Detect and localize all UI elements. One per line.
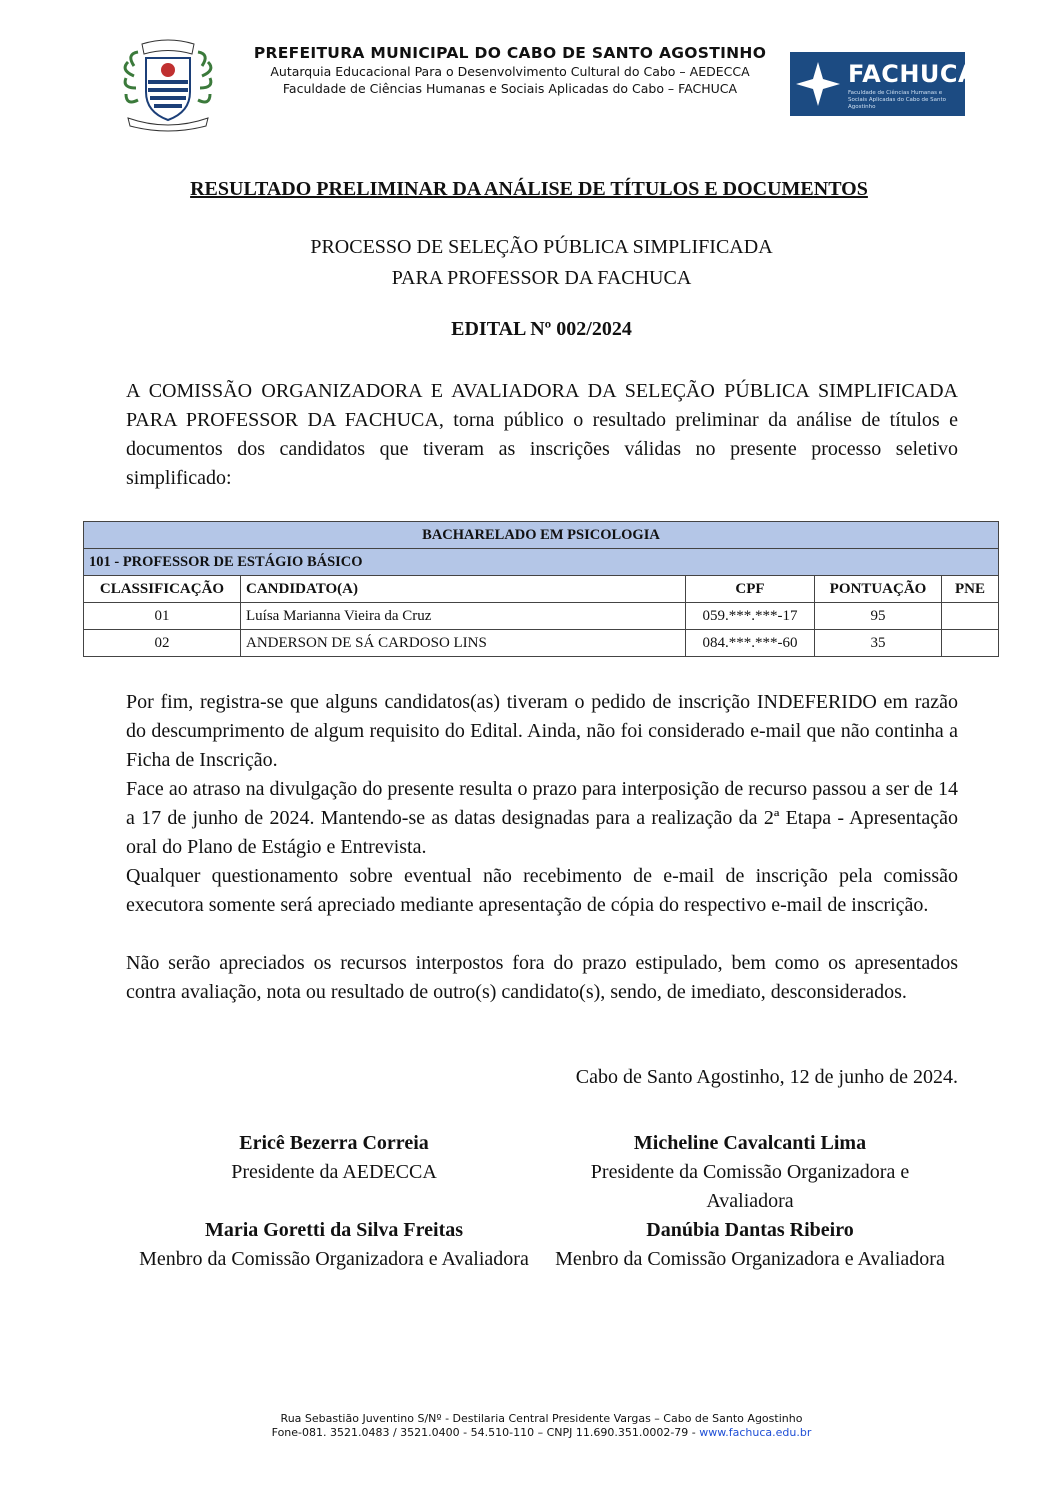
row-classificacao: 01 [84,603,241,630]
letterhead-title: PREFEITURA MUNICIPAL DO CABO DE SANTO AGOSTINHO [253,44,767,62]
paragraph-recursos: Não serão apreciados os recursos interpostos fora do prazo estipulado, bem como os apresentados contra avaliação, nota ou resultado de outro(s) candidato(s), sendo, de imediato, desconsiderados. [126,952,958,1003]
signatory-role: Menbro da Comissão Organizadora e Avaliadora [139,1248,529,1270]
footer-phone-cnpj: Fone-081. 3521.0483 / 3521.0400 - 54.510-110 – CNPJ 11.690.351.0002-79 - [271,1426,700,1439]
letterhead-line-fachuca: Faculdade de Ciências Humanas e Sociais Aplicadas do Cabo – FACHUCA [282,81,738,96]
position-band-row [84,549,999,576]
row-candidato: Luísa Marianna Vieira da Cruz [241,603,686,630]
header-cpf: CPF [686,576,815,603]
row-cpf: 059.***.***-17 [686,603,815,630]
signatory-role: Presidente da AEDECCA [231,1161,437,1183]
signatory-role: Menbro da Comissão Organizadora e Avaliadora [555,1248,945,1270]
document-subtitle-2: PARA PROFESSOR DA FACHUCA [391,267,692,289]
paragraph-indeferido: Por fim, registra-se que alguns candidatos(as) tiveram o pedido de inscrição INDEFERIDO em razão do descumprimento de algum requisito do Edital. Ainda, não foi considerado e-mail que não continha a Ficha de Inscrição. [126,691,958,771]
row-pontuacao: 95 [815,603,942,630]
results-table [83,521,999,657]
row-pontuacao: 35 [815,630,942,657]
row-pne [942,603,999,630]
footer [0,1412,1058,1440]
table-row [84,630,999,657]
footer-address: Rua Sebastião Juventino S/Nº - Destilaria Central Presidente Vargas – Cabo de Santo Agostinho [280,1412,803,1425]
table-row [84,603,999,630]
document-subtitle-1: PROCESSO DE SELEÇÃO PÚBLICA SIMPLIFICADA [310,236,773,258]
fachuca-logo-subtitle: Faculdade de Ciências Humanas e Sociais Aplicadas do Cabo de Santo Agostinho [848,90,947,110]
intro-paragraph: A COMISSÃO ORGANIZADORA E AVALIADORA DA SELEÇÃO PÚBLICA SIMPLIFICADA PARA PROFESSOR DA FACHUCA, torna público o resultado preliminar da análise de títulos e documentos dos candidatos que tiveram as inscrições válidas no presente processo seletivo simplificado: [126,380,958,489]
signature-block [134,1129,534,1187]
signatory-role: Presidente da Comissão Organizadora e Avaliadora [590,1161,910,1212]
position-name: 101 - PROFESSOR DE ESTÁGIO BÁSICO [84,549,999,576]
course-name: BACHARELADO EM PSICOLOGIA [84,522,999,549]
header-pne: PNE [942,576,999,603]
signatory-name: Danúbia Dantas Ribeiro [646,1219,854,1241]
fachuca-logo [790,52,978,116]
signature-block [550,1216,950,1274]
row-pne [942,630,999,657]
paragraph-prazo-recurso: Face ao atraso na divulgação do presente resulta o prazo para interposição de recurso passou a ser de 14 a 17 de junho de 2024. Mantendo-se as datas designadas para a realização da 2ª Etapa - Apresentação oral do Plano de Estágio e Entrevista. [126,778,958,858]
document-title: RESULTADO PRELIMINAR DA ANÁLISE DE TÍTULOS E DOCUMENTOS [190,178,868,200]
signatory-name: Maria Goretti da Silva Freitas [204,1219,464,1241]
footer-contact [0,1426,1058,1440]
row-candidato: ANDERSON DE SÁ CARDOSO LINS [241,630,686,657]
signature-block [134,1216,534,1274]
row-classificacao: 02 [84,630,241,657]
fachuca-logo-name: FACHUCA [848,60,978,88]
signature-block [550,1129,950,1216]
row-cpf: 084.***.***-60 [686,630,815,657]
footer-website-link[interactable]: www.fachuca.edu.br [699,1426,812,1439]
paragraph-questionamento: Qualquer questionamento sobre eventual não recebimento de e-mail de inscrição pela comissão executora somente será apreciado mediante apresentação de cópia do respectivo e-mail de inscrição. [126,865,958,916]
letterhead [230,44,790,96]
signatory-name: Micheline Cavalcanti Lima [633,1132,867,1154]
header-pontuacao: PONTUAÇÃO [815,576,942,603]
table-header-row [84,576,999,603]
header-candidato: CANDIDATO(A) [241,576,686,603]
municipal-crest-icon [112,36,224,132]
place-date: Cabo de Santo Agostinho, 12 de junho de 2024. [575,1066,958,1088]
edital-number: EDITAL Nº 002/2024 [451,318,632,340]
signatory-name: Ericê Bezerra Correia [239,1132,429,1154]
course-band-row [84,522,999,549]
header-classificacao: CLASSIFICAÇÃO [84,576,241,603]
letterhead-line-aedecca: Autarquia Educacional Para o Desenvolvimento Cultural do Cabo – AEDECCA [270,64,750,79]
fachuca-star-icon [790,52,846,116]
